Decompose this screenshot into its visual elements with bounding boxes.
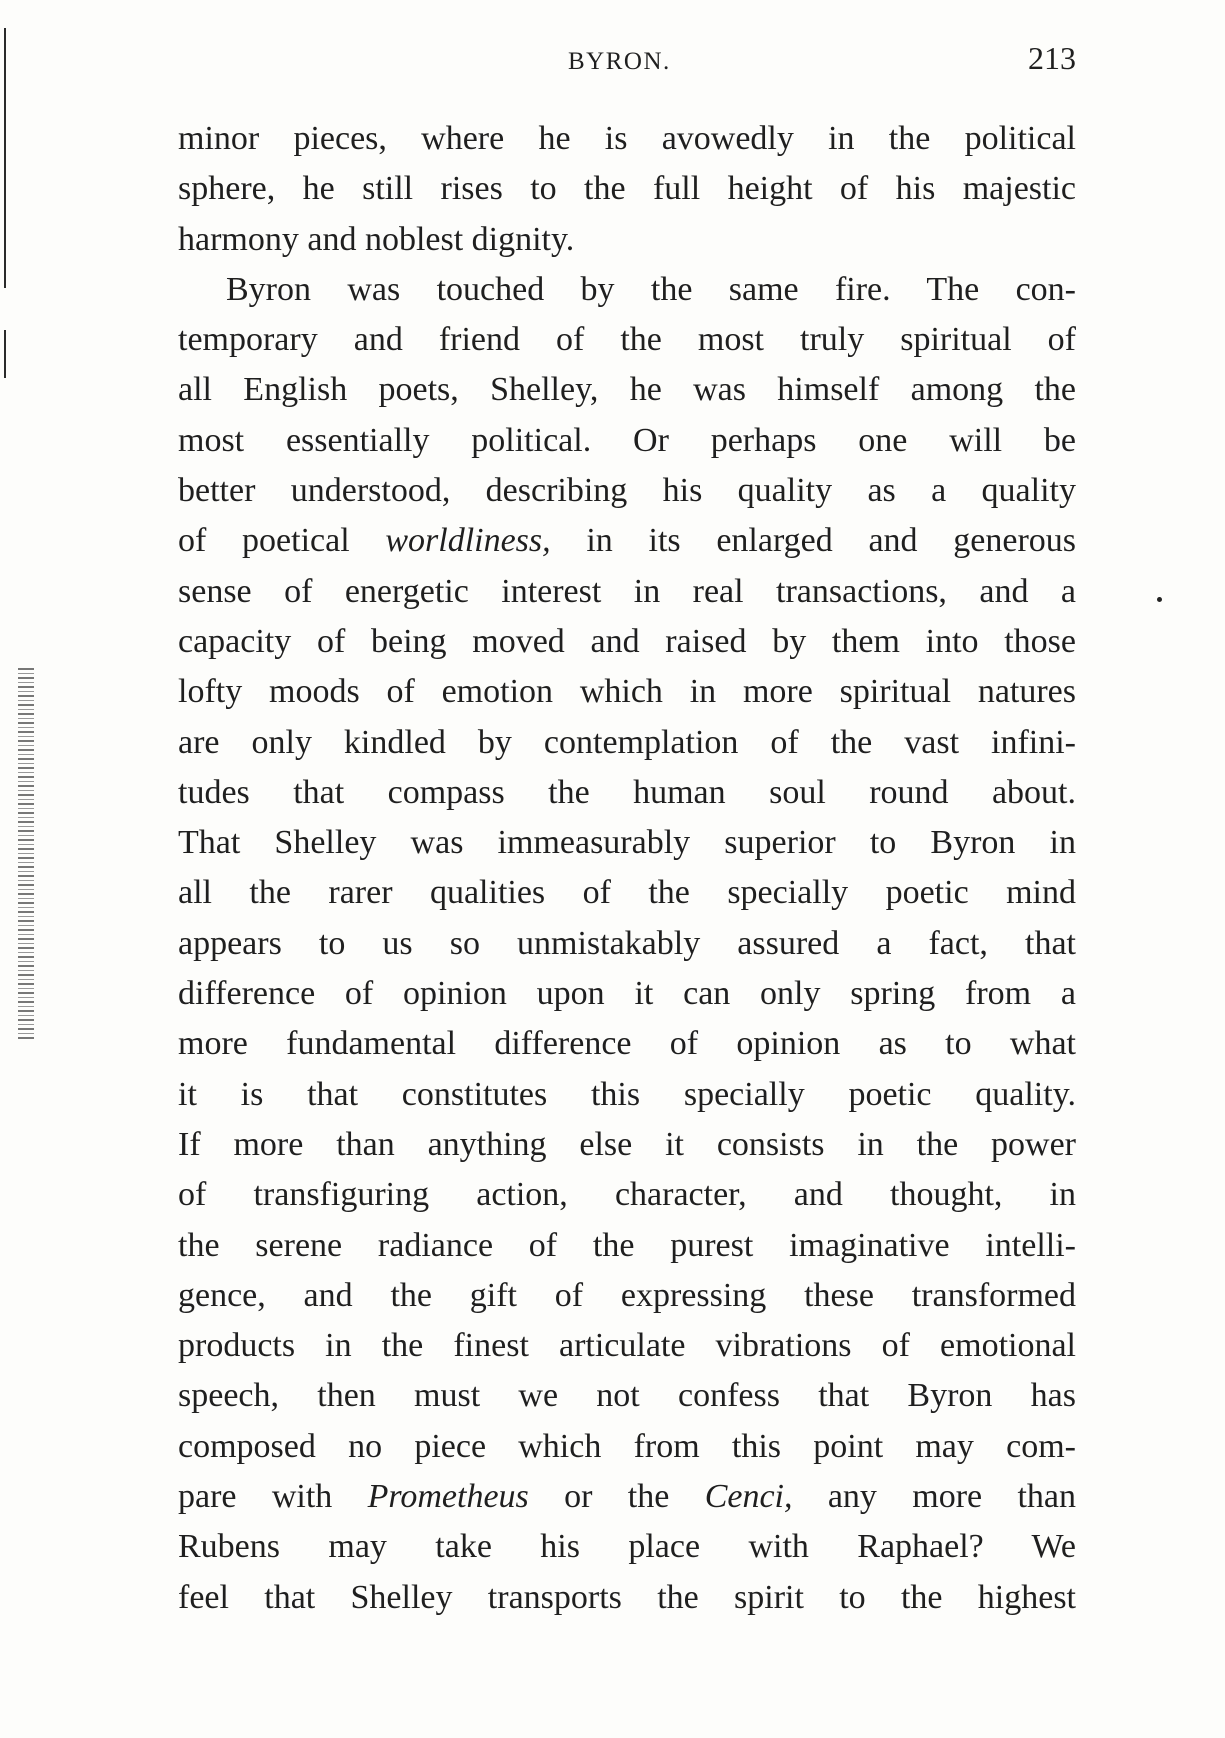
running-head: BYRON. bbox=[568, 48, 671, 75]
italic-title: Prometheus bbox=[367, 1478, 529, 1516]
binding-edge-mark bbox=[4, 28, 6, 288]
text-line: of transfiguring action, character, and thought, in bbox=[178, 1176, 1076, 1214]
text-line: If more than anything else it consists in the power bbox=[178, 1125, 1076, 1163]
text-line: pare with Prometheus or the Cenci, any more than bbox=[178, 1478, 1076, 1516]
body-text bbox=[178, 114, 1076, 1623]
italic-term: worldliness, bbox=[385, 522, 551, 560]
page-header bbox=[178, 40, 1076, 90]
text-line: appears to us so unmistakably assured a fact, that bbox=[178, 924, 1076, 962]
text-line: sphere, he still rises to the full height of his majestic bbox=[178, 170, 1076, 208]
scan-dot bbox=[1157, 597, 1162, 602]
text-line: all the rarer qualities of the specially poetic mind bbox=[178, 874, 1076, 912]
text-line: more fundamental difference of opinion as to what bbox=[178, 1025, 1076, 1063]
text-line: sense of energetic interest in real transactions, and a bbox=[178, 572, 1076, 610]
text-line: That Shelley was immeasurably superior to Byron in bbox=[178, 824, 1076, 862]
text-line: Rubens may take his place with Raphael? We bbox=[178, 1528, 1076, 1566]
text-line: difference of opinion upon it can only spring from a bbox=[178, 975, 1076, 1013]
text-line: temporary and friend of the most truly spiritual of bbox=[178, 321, 1076, 359]
text-line: better understood, describing his quality as a quality bbox=[178, 472, 1076, 510]
page-number: 213 bbox=[1028, 40, 1076, 76]
text-line: are only kindled by contemplation of the vast infini- bbox=[178, 723, 1076, 761]
text-line: composed no piece which from this point may com- bbox=[178, 1427, 1076, 1465]
text-line: harmony and noblest dignity. bbox=[178, 220, 575, 258]
text-line: the serene radiance of the purest imaginative intelli- bbox=[178, 1226, 1076, 1264]
text-line: minor pieces, where he is avowedly in the political bbox=[178, 120, 1076, 157]
text-line: all English poets, Shelley, he was himself among the bbox=[178, 371, 1076, 409]
text-line: most essentially political. Or perhaps one will be bbox=[178, 421, 1076, 459]
paragraph-first-line: Byron was touched by the same fire. The con- bbox=[226, 270, 1076, 308]
binding-edge-mark bbox=[4, 330, 6, 378]
text-line: tudes that compass the human soul round about. bbox=[178, 773, 1076, 811]
text-line: gence, and the gift of expressing these transformed bbox=[178, 1276, 1076, 1314]
text-line: of poetical worldliness, in its enlarged and generous bbox=[178, 522, 1076, 560]
text-line: feel that Shelley transports the spirit to the highest bbox=[178, 1578, 1076, 1616]
text-line: products in the finest articulate vibrations of emotional bbox=[178, 1327, 1076, 1365]
text-line: it is that constitutes this specially poetic quality. bbox=[178, 1075, 1076, 1113]
italic-title: Cenci, bbox=[704, 1478, 793, 1516]
text-line: capacity of being moved and raised by them into those bbox=[178, 622, 1076, 660]
text-line: lofty moods of emotion which in more spiritual natures bbox=[178, 673, 1076, 711]
scan-speckle bbox=[18, 668, 34, 1040]
text-line: speech, then must we not confess that Byron has bbox=[178, 1377, 1076, 1415]
